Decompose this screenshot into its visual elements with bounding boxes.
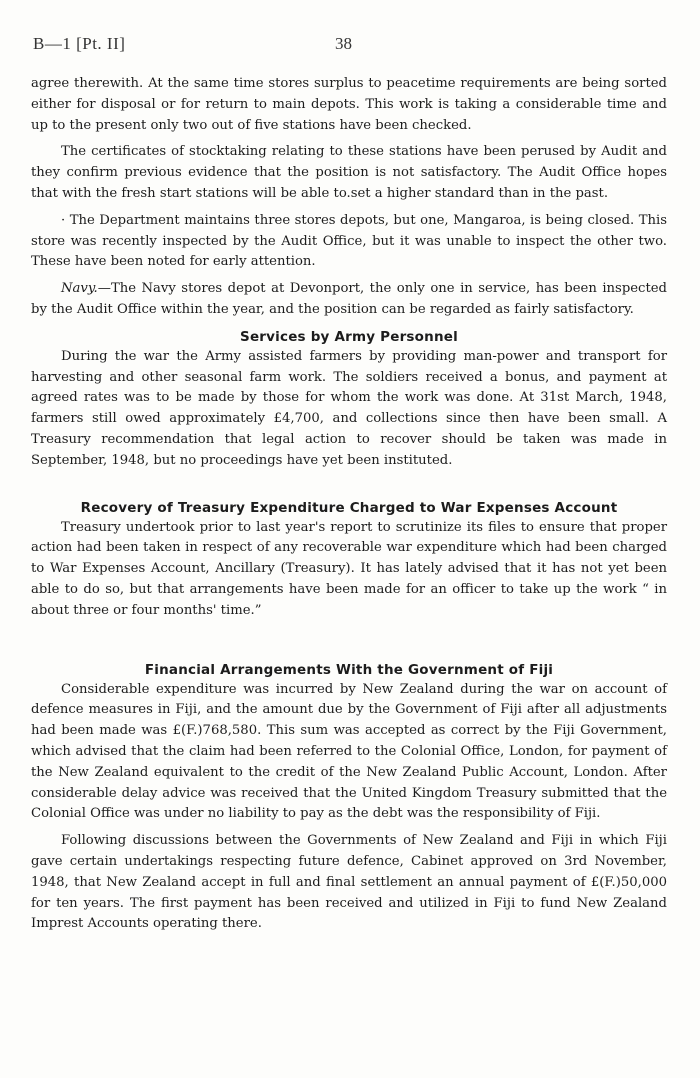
page-header [33,34,667,58]
section-heading-fiji: Financial Arrangements With the Government of Fiji [144,661,554,678]
navy-text: —The Navy stores depot at Devonport, the only one in service, has been inspected by the Audit Office within the year, and the position can be regarded as fairly satisfactory. [31,281,667,317]
section-heading-treasury: Recovery of Treasury Expenditure Charged to War Expenses Account [80,499,618,516]
section-heading-army: Services by Army Personnel [240,328,458,345]
paragraph-audit-certificates: The certificates of stocktaking relating to these stations have been perused by Audit and they confirm previous evidence that the position is not satisfactory. The Audit Office hopes that with the fresh start stations will be able to.set a higher standard than in the past. [31,144,667,201]
document-body [31,74,667,935]
paragraph-fiji-expenditure: Considerable expenditure was incurred by New Zealand during the war on account of defence measures in Fiji, and the amount due by the Government of Fiji after all adjustments had been made was £(F.)768,580. This sum was accepted as correct by the Fiji Government, which advised that the claim had been referred to the Colonial Office, London, for payment of the New Zealand equivalent to the credit of the New Zealand Public Account, London. After considerable delay advice was received that the United Kingdom Treasury submitted that the Colonial Office was under no liability to pay as the debt was the responsibility of Fiji. [31,681,667,822]
navy-lead: Navy. [61,281,98,297]
document-reference: B—1 [Pt. II] [33,34,126,53]
paragraph-treasury: Treasury undertook prior to last year's report to scrutinize its files to ensure that proper action had been taken in respect of any recoverable war expenditure which had been charged to War Expenses Account, Ancillary (Treasury). It has lately advised that it has not yet been able to do so, but that arrangements have been made for an officer to take up the work “ in about three or four months' time.” [31,519,667,618]
page-number: 38 [335,34,352,53]
paragraph-fiji-settlement: Following discussions between the Governments of New Zealand and Fiji in which Fiji gave certain undertakings respecting future defence, Cabinet approved on 3rd November, 1948, that New Zealand accept in full and final settlement an annual payment of £(F.)50,000 for ten years. The first payment has been received and utilized in Fiji to fund New Zealand Imprest Accounts operating there. [31,833,667,932]
paragraph-continuation: agree therewith. At the same time stores surplus to peacetime requirements are being sorted either for disposal or for return to main depots. This work is taking a considerable time and up to the present only two out of five stations have been checked. [31,76,667,133]
paragraph-stores-depots: · The Department maintains three stores depots, but one, Mangaroa, is being closed. This store was recently inspected by the Audit Office, but it was unable to inspect the other two. These have been noted for early attention. [31,212,667,270]
paragraph-navy [31,279,667,321]
paragraph-army: During the war the Army assisted farmers by providing man-power and transport for harvesting and other seasonal farm work. The soldiers received a bonus, and payment at agreed rates was to be made by those for whom the work was done. At 31st March, 1948, farmers still owed approximately £4,700, and collections since then have been small. A Treasury recommendation that legal action to recover should be taken was made in September, 1948, but no proceedings have yet been instituted. [31,348,667,468]
